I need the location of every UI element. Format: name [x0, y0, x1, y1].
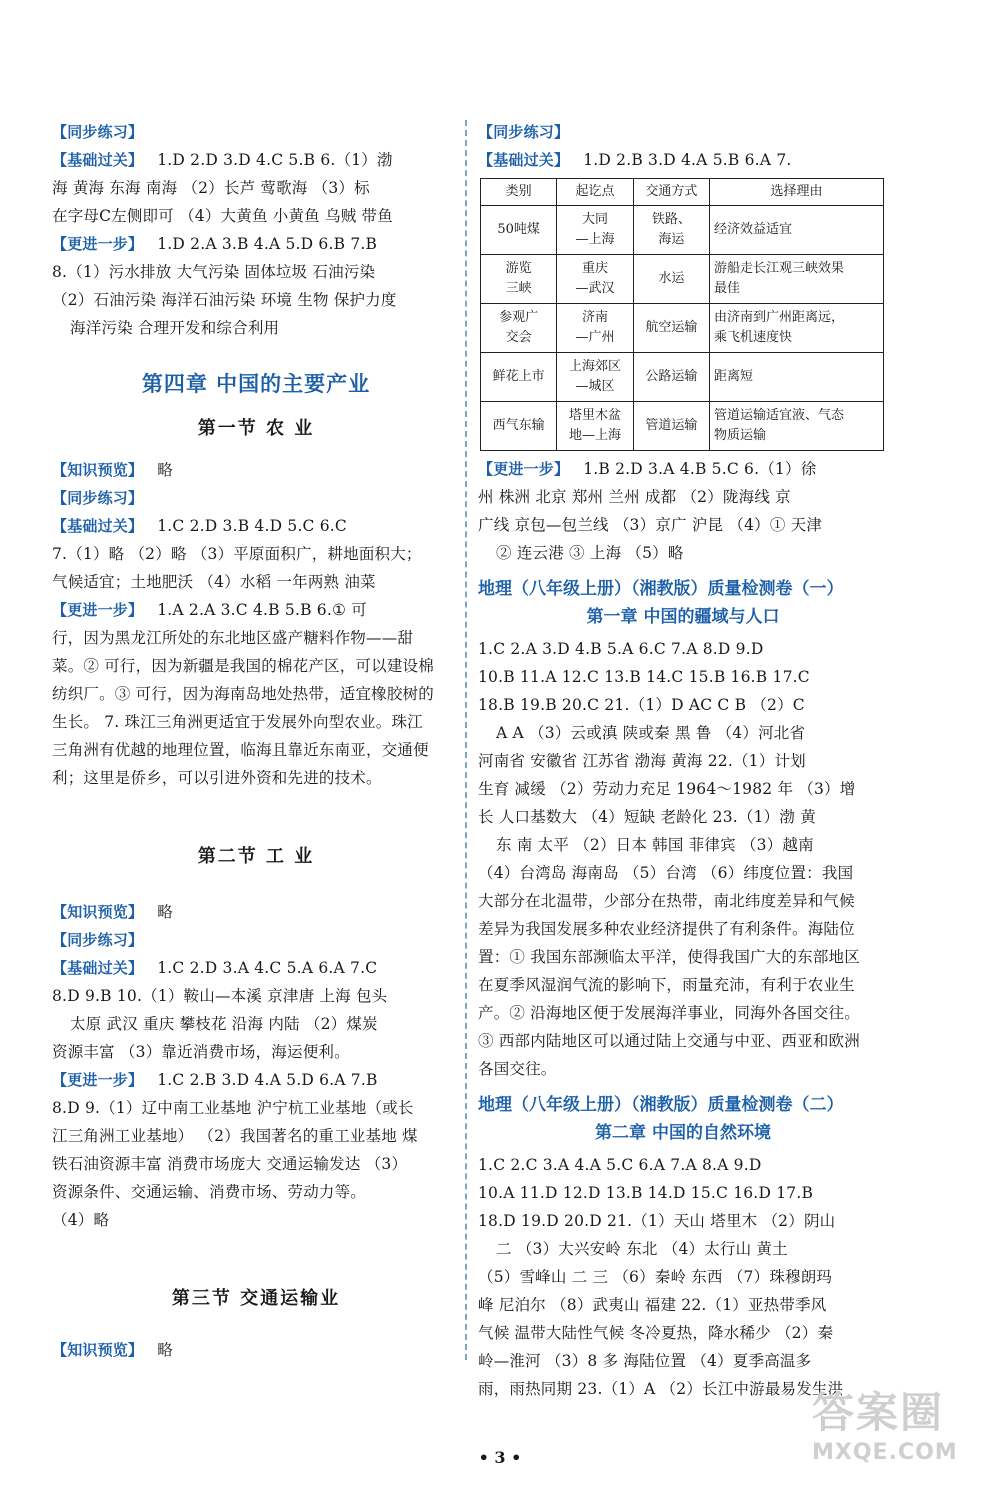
text-line: A A （3）云或滇 陕或秦 黑 鲁 （4）河北省 [496, 724, 806, 742]
text-line: 产。② 沿海地区便于发展海洋事业，同海外各国交往。 [478, 1004, 860, 1022]
exam-subtitle: 第二章 中国的自然环境 [595, 1123, 771, 1143]
table-cell: 游船走长江观三峡效果 最佳 [710, 255, 884, 304]
text-line: 8.D 9.（1）辽中南工业基地 沪宁杭工业基地（或长 [52, 1099, 414, 1117]
text-line: 气候适宜；土地肥沃 （4）水稻 一年两熟 油菜 [52, 573, 376, 591]
text-line: 东 南 太平 （2）日本 韩国 菲律宾 （3）越南 [496, 836, 814, 854]
table-cell: 济南 —广州 [557, 304, 633, 353]
table-cell: 距离短 [710, 353, 884, 402]
section-tag: 【基础过关】 [478, 151, 570, 169]
section-tag: 【同步练习】 [52, 123, 144, 141]
table-row [481, 206, 884, 255]
table-row [481, 402, 884, 451]
table-row [481, 353, 884, 402]
text-line: 雨，雨热同期 23.（1）A （2）长江中游最易发生洪 [478, 1380, 844, 1398]
text-line: 江三角洲工业基地） （2）我国著名的重工业基地 煤 [52, 1127, 418, 1145]
text-line: 州 株洲 北京 郑州 兰州 成都 （2）陇海线 京 [478, 488, 791, 506]
section-title: 第一节 农 业 [197, 418, 315, 439]
text-line: 在夏季风湿润气流的影响下，雨量充沛，有利于农业生 [478, 976, 855, 994]
section-tag: 【同步练习】 [52, 489, 144, 507]
section-tag: 【更进一步】 [52, 1071, 144, 1089]
text-line: 菜。② 可行，因为新疆是我国的棉花产区，可以建设棉 [52, 657, 434, 675]
section-tag: 【同步练习】 [52, 931, 144, 949]
column-divider [465, 120, 467, 1360]
text-line: 生育 减缓 （2）劳动力充足 1964～1982 年 （3）增 [478, 780, 856, 798]
table-header-cell: 交通方式 [633, 179, 709, 206]
table-header-cell: 起讫点 [557, 179, 633, 206]
text-line: 10.A 11.D 12.D 13.B 14.D 15.C 16.D 17.B [478, 1184, 814, 1202]
text-line: 三角洲有优越的地理位置，临海且靠近东南亚，交通便 [52, 741, 429, 759]
table-cell: 经济效益适宜 [710, 206, 884, 255]
text-line: （4）略 [52, 1211, 110, 1229]
table-cell: 上海郊区 —城区 [557, 353, 633, 402]
table-row [481, 304, 884, 353]
table-cell: 大同 —上海 [557, 206, 633, 255]
transport-table [480, 178, 884, 451]
section-tag: 【更进一步】 [52, 601, 144, 619]
text-line: 纺织厂。③ 可行，因为海南岛地处热带，适宜橡胶树的 [52, 685, 434, 703]
text-line: 【知识预览】 略 [52, 461, 173, 479]
text-line: 资源条件、交通运输、消费市场、劳动力等。 [52, 1183, 367, 1201]
section-tag: 【更进一步】 [52, 235, 144, 253]
text-line: （5）雪峰山 二 三 （6）秦岭 东西 （7）珠穆朗玛 [478, 1268, 833, 1286]
text-line: 峰 尼泊尔 （8）武夷山 福建 22.（1）亚热带季风 [478, 1296, 827, 1314]
text-line: （2）石油污染 海洋石油污染 环境 生物 保护力度 [52, 291, 397, 309]
text-line: 资源丰富 （3）靠近消费市场，海运便利。 [52, 1043, 350, 1061]
text-line: ② 连云港 ③ 上海 （5）略 [496, 544, 684, 562]
watermark-bottom: MXQE.COM [812, 1440, 958, 1465]
table-cell: 塔里木盆 地—上海 [557, 402, 633, 451]
text-line: 二 （3）大兴安岭 东北 （4）太行山 黄土 [496, 1240, 788, 1258]
table-cell: 参观广 交会 [481, 304, 557, 353]
text-line: 8.（1）污水排放 大气污染 固体垃圾 石油污染 [52, 263, 376, 281]
text-line: 18.B 19.B 20.C 21.（1）D AC C B （2）C [478, 696, 805, 714]
section-tag: 【更进一步】 [478, 460, 570, 478]
section-title: 第三节 交通运输业 [171, 1288, 341, 1309]
text-line: 8.D 9.B 10.（1）鞍山—本溪 京津唐 上海 包头 [52, 987, 388, 1005]
table-cell: 西气东输 [481, 402, 557, 451]
table-cell: 游览 三峡 [481, 255, 557, 304]
table-cell: 重庆 —武汉 [557, 255, 633, 304]
text-line: 1.C 2.C 3.A 4.A 5.C 6.A 7.A 8.A 9.D [478, 1156, 762, 1174]
right-column [478, 118, 888, 1403]
section-tag: 【基础过关】 [52, 959, 144, 977]
table-cell: 管道运输 [633, 402, 709, 451]
watermark-top: 答案圈 [812, 1388, 945, 1437]
exam-title: 地理（八年级上册）（湘教版）质量检测卷（一） [478, 579, 844, 599]
text-line: 海 黄海 东海 南海 （2）长芦 莺歌海 （3）标 [52, 179, 370, 197]
table-cell: 管道运输适宜液、气态 物质运输 [710, 402, 884, 451]
text-line: 【更进一步】 1.A 2.A 3.C 4.B 5.B 6.① 可 [52, 601, 367, 619]
text-line: 【基础过关】 1.D 2.B 3.D 4.A 5.B 6.A 7. [478, 151, 792, 169]
table-cell: 由济南到广州距离远， 乘飞机速度快 [710, 304, 884, 353]
text-line: 【知识预览】 略 [52, 903, 173, 921]
table-header-cell: 类别 [481, 179, 557, 206]
table-row [481, 255, 884, 304]
section-tag: 【知识预览】 [52, 1341, 144, 1359]
text-line: 10.B 11.A 12.C 13.B 14.C 15.B 16.B 17.C [478, 668, 810, 686]
text-line: 【更进一步】 1.D 2.A 3.B 4.A 5.D 6.B 7.B [52, 235, 378, 253]
table-cell: 50吨煤 [481, 206, 557, 255]
text-line: 铁石油资源丰富 消费市场庞大 交通运输发达 （3） [52, 1155, 408, 1173]
table-cell: 航空运输 [633, 304, 709, 353]
text-line: ③ 西部内陆地区可以通过陆上交通与中亚、西亚和欧洲 [478, 1032, 860, 1050]
exam-subtitle: 第一章 中国的疆域与人口 [586, 607, 780, 627]
table-cell: 铁路、 海运 [633, 206, 709, 255]
table-cell: 公路运输 [633, 353, 709, 402]
text-line: 18.D 19.D 20.D 21.（1）天山 塔里木 （2）阴山 [478, 1212, 836, 1230]
watermark-logo [812, 1380, 972, 1475]
section-tag: 【知识预览】 [52, 461, 144, 479]
text-line: 【知识预览】 略 [52, 1341, 173, 1359]
text-line: 差异为我国发展多种农业经济提供了有利条件。海陆位 [478, 920, 855, 938]
page-number: • 3 • [478, 1448, 522, 1467]
text-line: 置：① 我国东部濒临太平洋，使得我国广大的东部地区 [478, 948, 860, 966]
chapter-title: 第四章 中国的主要产业 [141, 372, 371, 396]
section-tag: 【基础过关】 [52, 517, 144, 535]
text-line: 【更进一步】 1.C 2.B 3.D 4.A 5.D 6.A 7.B [52, 1071, 378, 1089]
table-header-row [481, 179, 884, 206]
text-line: 岭—淮河 （3）8 多 海陆位置 （4）夏季高温多 [478, 1352, 812, 1370]
section-tag: 【基础过关】 [52, 151, 144, 169]
text-line: 广线 京包—包兰线 （3）京广 沪昆 （4）① 天津 [478, 516, 823, 534]
text-line: 气候 温带大陆性气候 冬冷夏热，降水稀少 （2）秦 [478, 1324, 834, 1342]
section-title: 第二节 工 业 [197, 846, 315, 867]
text-line: 利；这里是侨乡，可以引进外资和先进的技术。 [52, 769, 382, 787]
table-cell: 水运 [633, 255, 709, 304]
text-line: 【基础过关】 1.C 2.D 3.B 4.D 5.C 6.C [52, 517, 347, 535]
section-tag: 【知识预览】 [52, 903, 144, 921]
text-line: 河南省 安徽省 江苏省 渤海 黄海 22.（1）计划 [478, 752, 806, 770]
text-line: 太原 武汉 重庆 攀枝花 沿海 内陆 （2）煤炭 [70, 1015, 378, 1033]
section-tag: 【同步练习】 [478, 123, 570, 141]
text-line: 长 人口基数大 （4）短缺 老龄化 23.（1）渤 黄 [478, 808, 816, 826]
text-line: 在字母C左侧即可 （4）大黄鱼 小黄鱼 乌贼 带鱼 [52, 207, 393, 225]
text-line: 【更进一步】 1.B 2.D 3.A 4.B 5.C 6.（1）徐 [478, 460, 817, 478]
exam-title: 地理（八年级上册）（湘教版）质量检测卷（二） [478, 1095, 844, 1115]
text-line: 海洋污染 合理开发和综合利用 [70, 319, 280, 337]
table-cell: 鲜花上市 [481, 353, 557, 402]
text-line: 7.（1）略 （2）略 （3）平原面积广，耕地面积大； [52, 545, 422, 563]
text-line: 行，因为黑龙江所处的东北地区盛产糖料作物——甜 [52, 629, 414, 647]
text-line: 1.C 2.A 3.D 4.B 5.A 6.C 7.A 8.D 9.D [478, 640, 764, 658]
text-line: 【基础过关】 1.D 2.D 3.D 4.C 5.B 6.（1）渤 [52, 151, 393, 169]
text-line: （4）台湾岛 海南岛 （5）台湾 （6）纬度位置：我国 [478, 864, 854, 882]
table-header-cell: 选择理由 [710, 179, 884, 206]
text-line: 大部分在北温带，少部分在热带，南北纬度差异和气候 [478, 892, 855, 910]
left-column [52, 118, 460, 1364]
text-line: 各国交往。 [478, 1060, 557, 1078]
text-line: 【基础过关】 1.C 2.D 3.A 4.C 5.A 6.A 7.C [52, 959, 378, 977]
text-line: 生长。 7. 珠江三角洲更适宜于发展外向型农业。珠江 [52, 713, 423, 731]
